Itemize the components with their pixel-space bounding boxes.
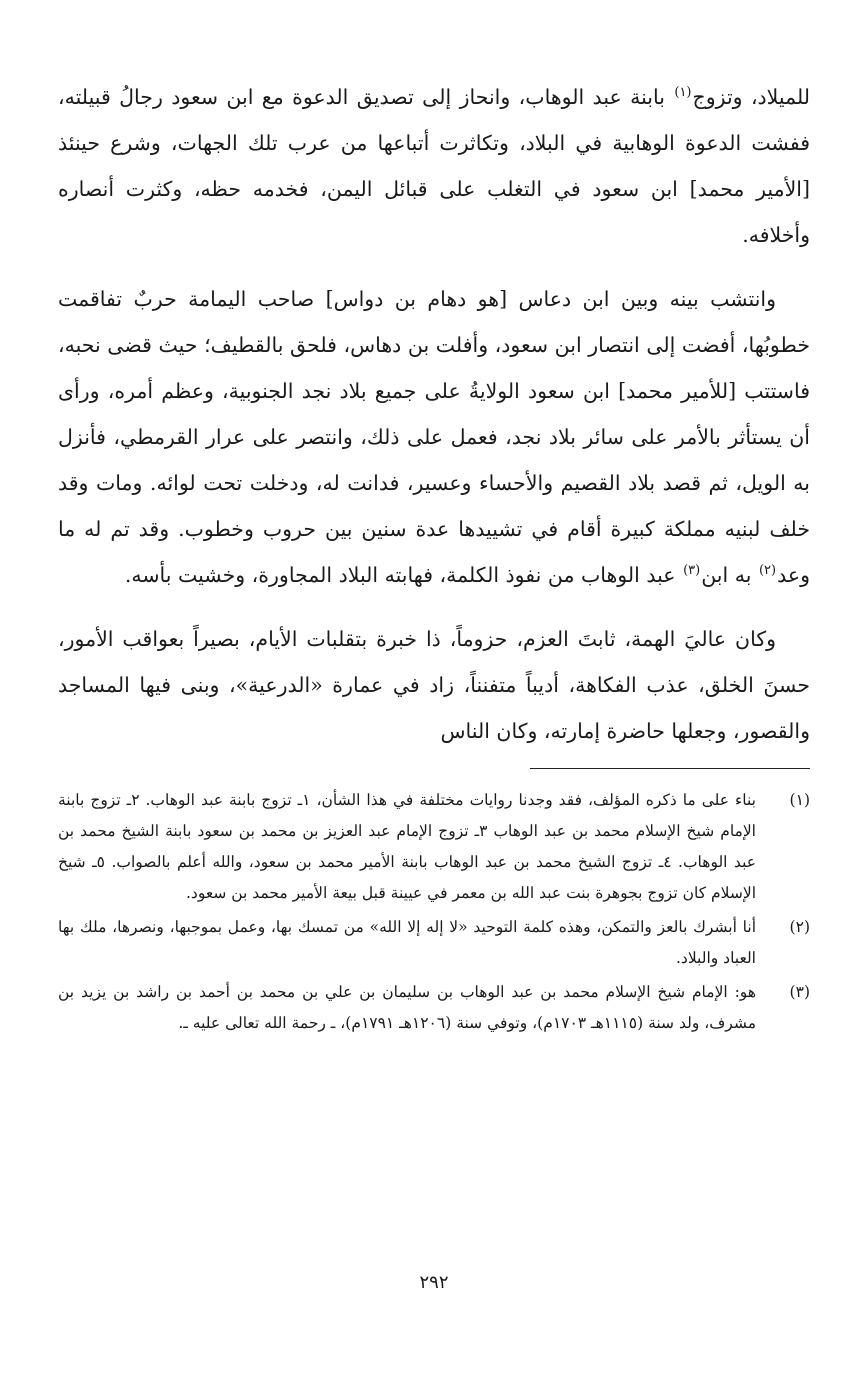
footnote-ref-1[interactable]: (١) — [674, 85, 692, 101]
footnote-3 — [58, 977, 810, 1039]
book-page — [58, 74, 810, 1374]
paragraph-1-text-b: بابنة عبد الوهاب، وانحاز إلى تصديق الدعوة مع ابن سعود رجالُ قبيلته، ففشت الدعوة الوهابية في البلاد، وتكاثرت أتباعها من عرب تلك الجهات، وشرع حينئذ [الأمير محمد] ابن سعود في التغلب على قبائل اليمن، فخدمه حظه، وكثرت أنصاره وأخلافه. — [58, 85, 810, 247]
paragraph-1-text-a: للميلاد، وتزوج — [692, 85, 810, 109]
footnote-text: أنا أبشرك بالعز والتمكن، وهذه كلمة التوحيد «لا إله إلا الله» من تمسك بها، وعمل بموجبها، ونصرها، ملك بها العباد والبلاد. — [58, 918, 756, 967]
paragraph-2-text-a: وانتشب بينه وبين ابن دعاس [هو دهام بن دواس] صاحب اليمامة حربٌ تفاقمت خطوبُها، أفضت إلى انتصار ابن سعود، وأفلت بن دهاس، فلحق بالقطيف؛ حيث قضى نحبه، فاستتب [للأمير محمد] ابن سعود الولايةُ على جميع بلاد نجد الجنوبية، وعظم أمره، ورأى أن يستأثر بالأمر على سائر بلاد نجد، فعمل على ذلك، وانتصر على عرار القرمطي، فأنزل به الويل، ثم قصد بلاد القصيم والأحساء وعسير، فدانت له، ودخلت تحت لوائه. ومات وقد خلف لبنيه مملكة كبيرة أقام في تشييدها عدة سنين بين حروب وخطوب. وقد تم له ما وعد — [58, 287, 810, 587]
footnote-text: بناء على ما ذكره المؤلف، فقد وجدنا روايات مختلفة في هذا الشأن، ١ـ تزوج بابنة عبد الوهاب. ٢ـ تزوج بابنة الإمام شيخ الإسلام محمد بن عبد الوهاب ٣ـ تزوج الإمام عبد العزيز بن محمد بن سعود بابنة الشيخ محمد بن عبد الوهاب. ٤ـ تزوج الشيخ محمد بن عبد الوهاب بابنة الأمير محمد بن سعود، والله أعلم بالصواب. ٥ـ شيخ الإسلام كان تزوج بجوهرة بنت عبد الله بن معمر في عيينة قبل بيعة الأمير محمد بن سعود. — [58, 791, 756, 902]
footnote-divider — [530, 768, 810, 769]
footnote-ref-3[interactable]: (٣) — [683, 563, 701, 579]
footnote-number: (٣) — [789, 983, 810, 1001]
paragraph-3 — [58, 616, 810, 754]
paragraph-1 — [58, 74, 810, 258]
footnote-number: (٢) — [789, 918, 810, 936]
paragraph-2 — [58, 276, 810, 598]
footnotes — [58, 785, 810, 1039]
footnote-ref-2[interactable]: (٢) — [758, 563, 777, 579]
paragraph-2-text-c: عبد الوهاب من نفوذ الكلمة، فهابته البلاد المجاورة، وخشيت بأسه. — [124, 563, 683, 587]
footnote-1 — [58, 785, 810, 909]
footnote-2 — [58, 912, 810, 974]
paragraph-2-text-b: به ابن — [701, 563, 758, 587]
footnote-text: هو: الإمام شيخ الإسلام محمد بن عبد الوهاب بن سليمان بن علي بن محمد بن أحمد بن راشد بن يزيد بن مشرف، ولد سنة (١١١٥هـ ١٧٠٣م)، وتوفي سنة (١٢٠٦هـ ١٧٩١م)، ـ رحمة الله تعالى عليه ـ. — [58, 983, 756, 1032]
footnote-number: (١) — [789, 791, 810, 809]
paragraph-3-text: وكان عاليَ الهمة، ثابتَ العزم، حزوماً، ذا خبرة بتقلبات الأيام، بصيراً بعواقب الأمور، حسنَ الخلق، عذب الفكاهة، أديباً متفنناً، زاد في عمارة «الدرعية»، وبنى فيها المساجد والقصور، وجعلها حاضرة إمارته، وكان الناس — [58, 627, 810, 743]
page-number: ٢٩٢ — [419, 1272, 449, 1293]
